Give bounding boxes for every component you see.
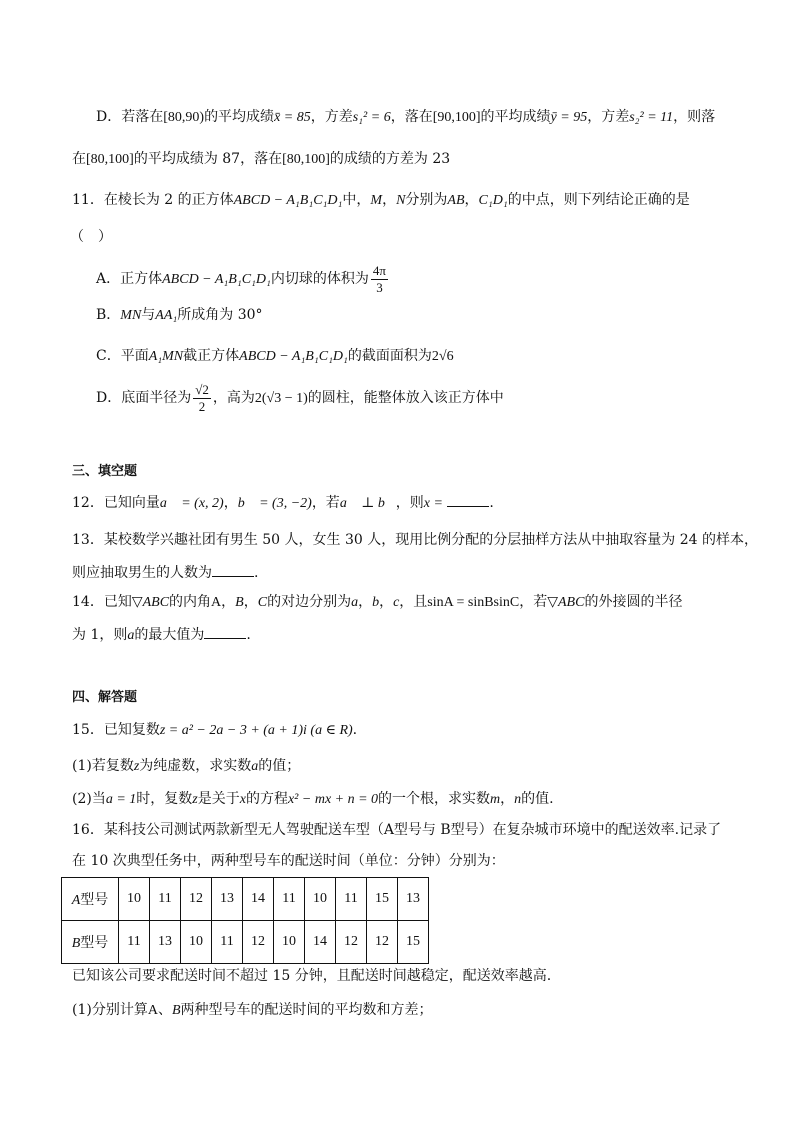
table-cell: 12 bbox=[367, 921, 398, 964]
complex-z: z = a² − 2a − 3 + (a + 1)i (a ∈ R) bbox=[159, 723, 353, 738]
answer-blank[interactable] bbox=[204, 624, 246, 639]
q15-part1: (1)若复数z为纯虚数，求实数a的值； bbox=[72, 758, 301, 774]
q14-line2: 为 1，则a的最大值为 . bbox=[72, 624, 251, 646]
table-cell: 11 bbox=[212, 921, 243, 964]
q13-line1: 13．某校数学兴趣社团有男生 50 人，女生 30 人，现用比例分配的分层抽样方法从中抽取容量为 24 的样本， bbox=[72, 532, 758, 548]
q11-answer-paren: （ ） bbox=[70, 229, 112, 245]
table-row-b bbox=[62, 921, 429, 964]
table-cell: 13 bbox=[398, 878, 429, 921]
section-fill-in-blank-heading: 三、填空题 bbox=[72, 464, 138, 479]
q16-line3: 已知该公司要求配送时间不超过 15 分钟，且配送时间越稳定，配送效率越高. bbox=[72, 968, 552, 984]
fraction-4pi-3: $\frac{4\pi}{3}$ bbox=[372, 262, 386, 295]
table-cell: 15 bbox=[367, 878, 398, 921]
q10-option-d-line1: D．若落在[80,90)的平均成绩x̄ = 85，方差s₁² = 6，落在[90,100]的平均成绩ȳ = 95，方差s₂² = 11，则落 bbox=[96, 109, 716, 125]
table-cell: 14 bbox=[305, 921, 336, 964]
q11-option-c: C．平面A₁MN截正方体ABCD − A₁B₁C₁D₁的截面面积为2√6 bbox=[96, 348, 454, 364]
q16-part1: (1)分别计算A、B两种型号车的配送时间的平均数和方差； bbox=[72, 1002, 433, 1018]
q16-line1: 16．某科技公司测试两款新型无人驾驶配送车型（A型号与 B型号）在复杂城市环境中的配送效率.记录了 bbox=[72, 822, 722, 838]
answer-blank[interactable] bbox=[212, 562, 254, 577]
q11-stem: 11．在棱长为 2 的正方体ABCD − A₁B₁C₁D₁中，M，N分别为AB，C₁D₁的中点，则下列结论正确的是 bbox=[72, 192, 690, 208]
q15-stem: 15．已知复数z = a² − 2a − 3 + (a + 1)i (a ∈ R). bbox=[72, 722, 358, 738]
delivery-time-table bbox=[61, 877, 429, 964]
q14-line1: 14．已知▽ABC的内角A，B，C的对边分别为a，b，c，且sinA = sinBsinC，若▽ABC的外接圆的半径 bbox=[72, 594, 683, 610]
table-cell: 14 bbox=[243, 878, 274, 921]
table-cell: 11 bbox=[274, 878, 305, 921]
cube-name: ABCD − A₁B₁C₁D₁ bbox=[233, 193, 343, 208]
vector-a: a⃗ = (x, 2) bbox=[159, 496, 224, 511]
mean-x: x̄ = 85 bbox=[274, 110, 311, 125]
fraction-sqrt2-2: $\frac{√2}{2}$ bbox=[195, 381, 209, 414]
vector-b: b⃗ = (3, −2) bbox=[237, 496, 312, 511]
cylinder-height: 2(√3 − 1) bbox=[254, 391, 308, 406]
q11-option-d: D．底面半径为 $\frac{√2}{2}$ ，高为2(√3 − 1)的圆柱，能整体放入该正方体中 bbox=[96, 381, 504, 414]
interval-80-100-b: [80,100] bbox=[282, 152, 330, 167]
table-cell: 15 bbox=[398, 921, 429, 964]
interval-90-100: [90,100] bbox=[432, 110, 481, 125]
variance-s1: s₁² = 6 bbox=[352, 110, 391, 125]
q13-line2: 则应抽取男生的人数为 . bbox=[72, 562, 258, 583]
q12: 12．已知向量a⃗ = (x, 2)，b⃗ = (3, −2)，若a⃗ ⊥ b⃗，则x = . bbox=[72, 492, 494, 514]
interval-80-100: [80,100] bbox=[86, 152, 134, 167]
q10-option-d-line2: 在[80,100]的平均成绩为 87，落在[80,100]的成绩的方差为 23 bbox=[72, 151, 451, 167]
area-value: 2√6 bbox=[431, 349, 454, 364]
answer-blank[interactable] bbox=[447, 492, 489, 507]
table-cell: 13 bbox=[150, 921, 181, 964]
table-cell: 10 bbox=[274, 921, 305, 964]
table-cell: 13 bbox=[212, 878, 243, 921]
row-label-a: A型号 bbox=[62, 878, 119, 921]
q11-option-a: A．正方体ABCD − A₁B₁C₁D₁内切球的体积为 $\frac{4\pi}{3}$ bbox=[96, 262, 386, 295]
mean-y: ȳ = 95 bbox=[550, 110, 588, 125]
q15-part2: (2)当a = 1时，复数z是关于x的方程x² − mx + n = 0的一个根，求实数m，n的值. bbox=[72, 791, 554, 807]
variance-s2: s₂² = 11 bbox=[629, 110, 674, 125]
table-cell: 12 bbox=[181, 878, 212, 921]
table-cell: 11 bbox=[336, 878, 367, 921]
q11-option-b: B．MN与AA₁所成角为 30° bbox=[96, 307, 263, 323]
quadratic-equation: x² − mx + n = 0 bbox=[287, 792, 379, 807]
table-row-a bbox=[62, 878, 429, 921]
table-cell: 12 bbox=[243, 921, 274, 964]
table-cell: 10 bbox=[119, 878, 150, 921]
table-cell: 10 bbox=[181, 921, 212, 964]
q16-line2: 在 10 次典型任务中，两种型号车的配送时间（单位：分钟）分别为： bbox=[72, 853, 505, 869]
section-solution-heading: 四、解答题 bbox=[72, 690, 138, 705]
interval-80-90: [80,90) bbox=[163, 110, 205, 125]
perpendicular-condition: a⃗ ⊥ b⃗ bbox=[339, 496, 396, 511]
sine-equation: sinA = sinBsinC bbox=[427, 595, 520, 610]
table-cell: 10 bbox=[305, 878, 336, 921]
table-cell: 11 bbox=[119, 921, 150, 964]
row-label-b: B型号 bbox=[62, 921, 119, 964]
table-cell: 12 bbox=[336, 921, 367, 964]
table-cell: 11 bbox=[150, 878, 181, 921]
